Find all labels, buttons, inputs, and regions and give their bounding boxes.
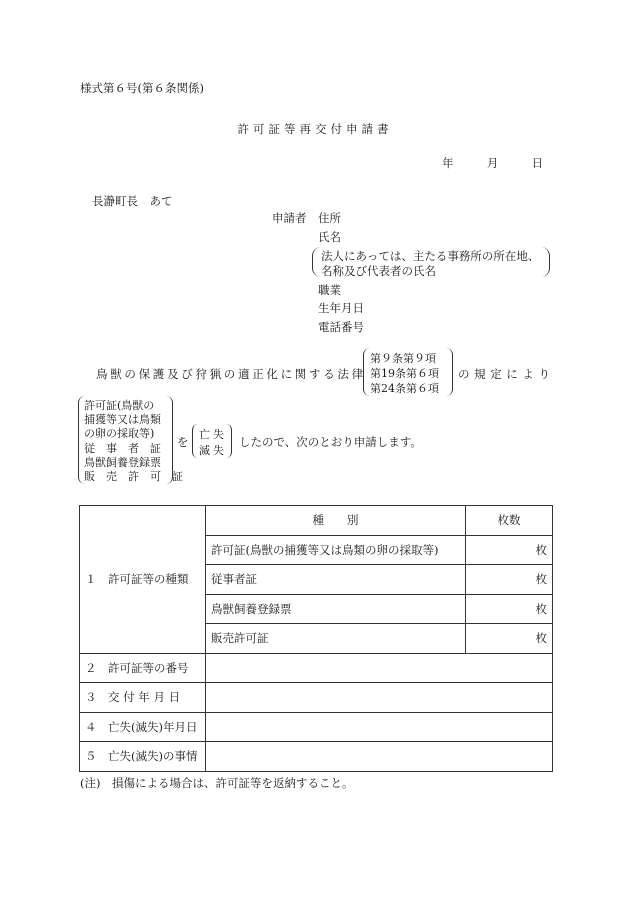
date-month: 月 [486, 156, 499, 170]
type-name: 鳥獣飼養登録票 [206, 594, 466, 624]
count-cell[interactable]: 枚 [466, 624, 553, 654]
date-line [442, 155, 543, 171]
articles-bracket [363, 348, 453, 396]
table-row [80, 653, 553, 683]
address-field[interactable]: 住所 [318, 211, 341, 225]
article-option[interactable]: 第19条第６項 [370, 367, 439, 380]
addressee: 長瀞町長 あて [92, 194, 173, 208]
row-label-loss-circumstances: ５ 亡失(滅失)の事情 [80, 742, 206, 772]
particle-wo: を [177, 435, 189, 449]
footnote: (注) 損傷による場合は、許可証等を返納すること。 [80, 776, 354, 790]
form-number: 様式第６号(第６条関係) [80, 81, 204, 95]
corporate-note-line2: 名称及び代表者の氏名 [321, 264, 436, 278]
row-label-loss-date: ４ 亡失(滅失)年月日 [80, 712, 206, 742]
table-row [80, 683, 553, 713]
loss-options-bracket [192, 424, 232, 458]
type-name: 従事者証 [206, 565, 466, 595]
permit-option[interactable]: 許可証(鳥獣の [84, 399, 155, 412]
phone-field[interactable]: 電話番号 [318, 320, 364, 334]
application-table [79, 505, 553, 772]
date-year: 年 [442, 156, 454, 170]
corporate-note-line1: 法人にあっては、主たる事務所の所在地、 [321, 249, 540, 263]
issue-date-field[interactable] [206, 683, 553, 713]
loss-option[interactable]: 亡失 [199, 428, 227, 441]
table-row [80, 506, 553, 536]
permit-options-bracket [78, 396, 183, 484]
count-cell[interactable]: 枚 [466, 594, 553, 624]
document-title: 許可証等再交付申請書 [237, 122, 393, 136]
closing-text: したので、次のとおり申請します。 [239, 435, 422, 449]
header-type: 種 別 [206, 506, 466, 536]
loss-circumstances-field[interactable] [206, 742, 553, 772]
corporate-note [312, 247, 550, 277]
applicant-label: 申請者 [272, 211, 307, 225]
type-name: 許可証(鳥獣の捕獲等又は鳥類の卵の採取等) [206, 535, 466, 565]
permit-option[interactable]: 鳥獣飼養登録票 [84, 456, 161, 469]
law-text: 鳥獣の保護及び狩猟の適正化に関する法律 [96, 367, 366, 381]
article-option[interactable]: 第24条第６項 [370, 382, 439, 395]
count-cell[interactable]: 枚 [466, 565, 553, 595]
type-name: 販売許可証 [206, 624, 466, 654]
occupation-field[interactable]: 職業 [318, 283, 341, 297]
birthdate-field[interactable]: 生年月日 [318, 301, 364, 315]
table-row [80, 742, 553, 772]
name-field[interactable]: 氏名 [318, 230, 341, 244]
date-day: 日 [531, 156, 544, 170]
table-row [80, 712, 553, 742]
permit-option[interactable]: 捕獲等又は鳥類 [84, 413, 161, 426]
permit-option[interactable]: の卵の採取等) [84, 427, 155, 440]
provision-text: の規定により [458, 367, 555, 381]
row-label-issue-date: ３ 交 付 年 月 日 [80, 683, 206, 713]
row-label-permit-number: ２ 許可証等の番号 [80, 653, 206, 683]
permit-option[interactable]: 従 事 者 証 [84, 442, 161, 455]
article-option[interactable]: 第９条第９項 [370, 352, 436, 365]
loss-date-field[interactable] [206, 712, 553, 742]
permit-option[interactable]: 販 売 許 可 証 [84, 470, 183, 483]
loss-option[interactable]: 滅失 [199, 444, 227, 457]
header-count: 枚数 [466, 506, 553, 536]
row-label-permit-type: １ 許可証等の種類 [80, 506, 206, 654]
count-cell[interactable]: 枚 [466, 535, 553, 565]
permit-number-field[interactable] [206, 653, 553, 683]
